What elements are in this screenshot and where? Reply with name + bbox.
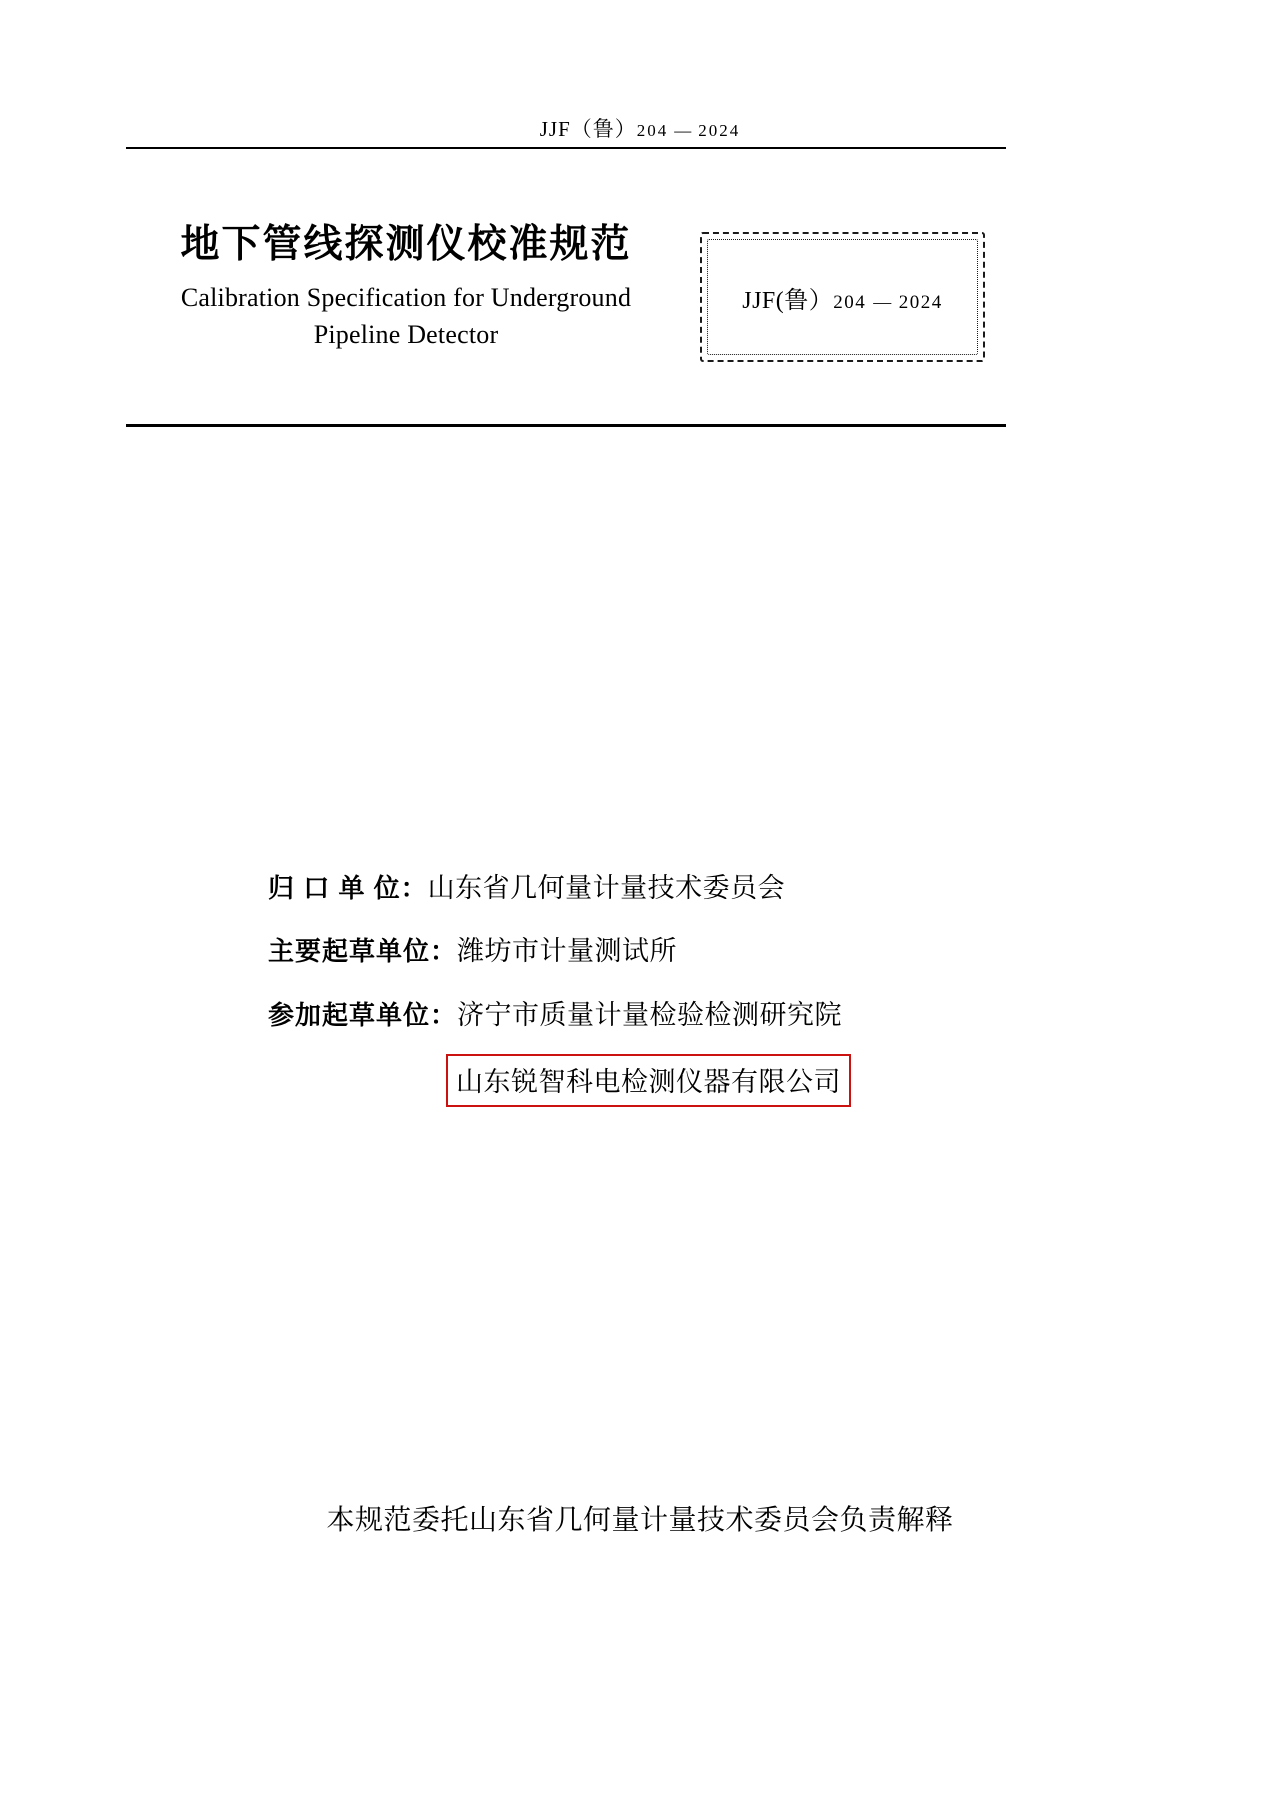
- title-block: [126, 222, 686, 354]
- stamp-text: [742, 280, 943, 315]
- highlighted-organization-value: 山东锐智科电检测仪器有限公司: [446, 1054, 851, 1107]
- list-item: [268, 870, 1028, 906]
- stamp-year: 2024: [898, 291, 943, 313]
- header-code-year: 2024: [698, 121, 741, 140]
- page-title-chinese: 地下管线探测仪校准规范: [180, 223, 632, 266]
- page-title-english-line1: Calibration Specification for Underground: [180, 282, 632, 312]
- org-label-participating-drafting-unit: 参加起草单位：: [268, 999, 458, 1030]
- header-code-prefix: JJF（鲁）: [539, 117, 637, 141]
- header-code-dash: —: [674, 121, 693, 140]
- page-title-english: [126, 279, 686, 354]
- header-code-number: 204: [636, 121, 669, 140]
- header-divider-line: [126, 147, 1006, 149]
- org-value-responsible-unit: 山东省几何量计量技术委员会: [427, 873, 786, 903]
- page-title-english-line2: Pipeline Detector: [313, 320, 499, 350]
- org-value-main-drafting-unit: 潍坊市计量测试所: [457, 936, 678, 967]
- stamp-prefix: JJF(鲁）: [742, 287, 834, 314]
- list-item: [268, 933, 1028, 969]
- org-label-main-drafting-unit: 主要起草单位：: [268, 936, 458, 967]
- footer-interpretation-note: 本规范委托山东省几何量计量技术委员会负责解释: [326, 1505, 954, 1536]
- org-value-participating-drafting-unit: 济宁市质量计量检验检测研究院: [457, 999, 843, 1030]
- stamp-dash: —: [873, 291, 892, 312]
- standard-number-stamp: [700, 232, 985, 362]
- list-item: [268, 997, 1028, 1033]
- stamp-number: 204: [833, 291, 867, 313]
- highlighted-organization: [446, 1054, 851, 1107]
- organization-list: [268, 870, 1028, 1107]
- title-divider-line: [126, 424, 1006, 427]
- org-label-responsible-unit: 归 口 单 位：: [268, 873, 428, 903]
- header-document-code: [0, 113, 1280, 143]
